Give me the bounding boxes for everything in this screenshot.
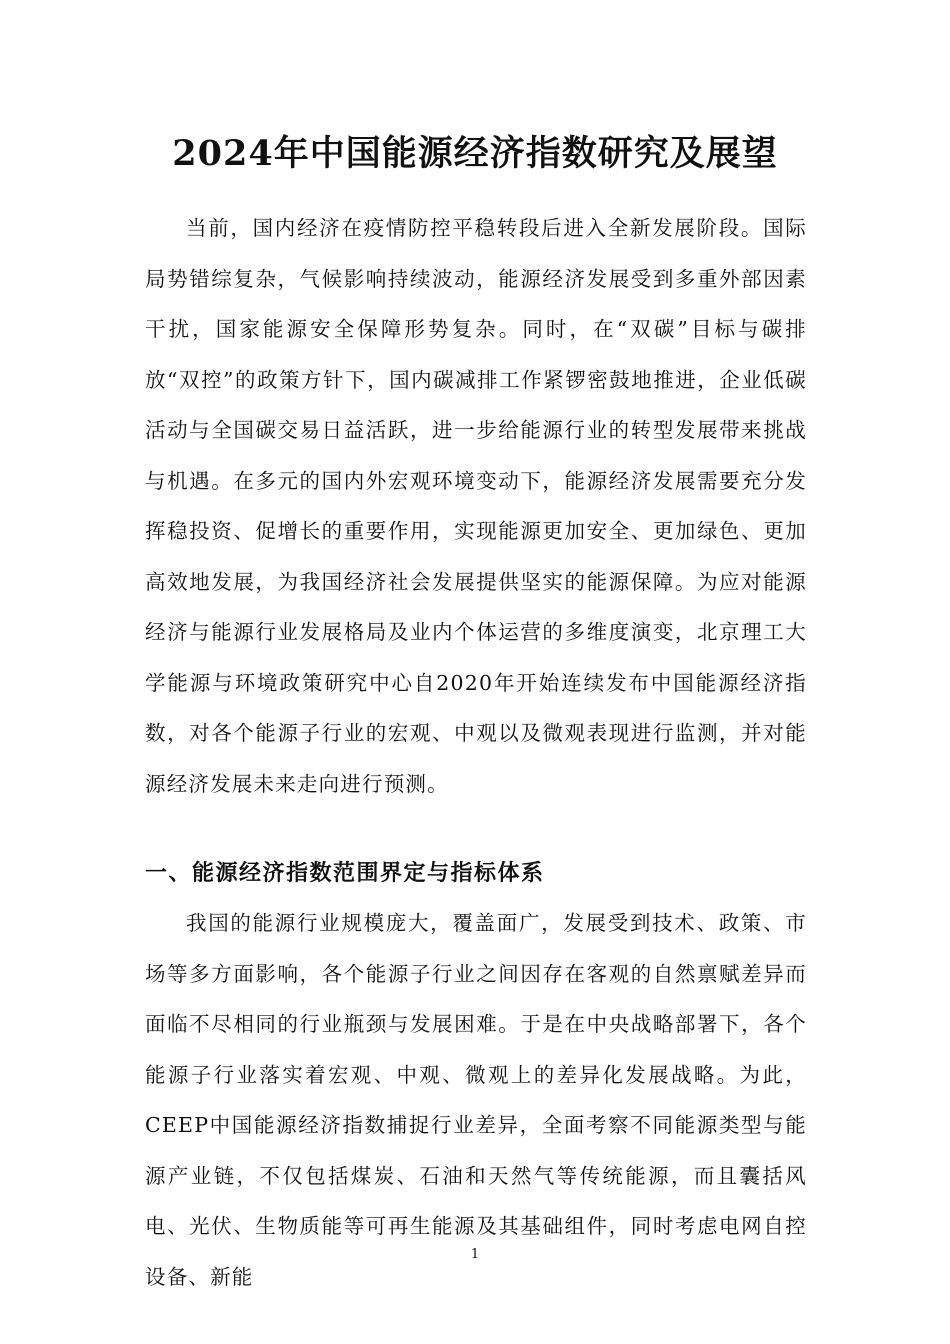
intro-paragraph: 当前，国内经济在疫情防控平稳转段后进入全新发展阶段。国际局势错综复杂，气候影响持续波动，能源经济发展受到多重外部因素干扰，国家能源安全保障形势复杂。同时，在“双碳”目标与碳排放“双控”的政策方针下，国内碳减排工作紧锣密鼓地推进，企业低碳活动与全国碳交易日益活跃，进一步给能源行业的转型发展带来挑战与机遇。在多元的国内外宏观环境变动下，能源经济发展需要充分发挥稳投资、促增长的重要作用，实现能源更加安全、更加绿色、更加高效地发展，为我国经济社会发展提供坚实的能源保障。为应对能源经济与能源行业发展格局及业内个体运营的多维度演变，北京理工大学能源与环境政策研究中心自2020年开始连续发布中国能源经济指数，对各个能源子行业的宏观、中观以及微观表现进行监测，并对能源经济发展未来走向进行预测。 <box>145 216 807 796</box>
section-heading: 一、能源经济指数范围界定与指标体系 <box>145 860 545 886</box>
document-title: 2024年中国能源经济指数研究及展望 <box>172 133 778 174</box>
page-number: 1 <box>470 1247 480 1262</box>
section-paragraph: 我国的能源行业规模庞大，覆盖面广，发展受到技术、政策、市场等多方面影响，各个能源子行业之间因存在客观的自然禀赋差异而面临不尽相同的行业瓶颈与发展困难。于是在中央战略部署下，各个能源子行业落实着宏观、中观、微观上的差异化发展战略。为此，CEEP中国能源经济指数捕捉行业差异，全面考察不同能源类型与能源产业链，不仅包括煤炭、石油和天然气等传统能源，而且囊括风电、光伏、生物质能等可再生能源及其基础组件，同时考虑电网自控设备、新能 <box>145 911 807 1289</box>
